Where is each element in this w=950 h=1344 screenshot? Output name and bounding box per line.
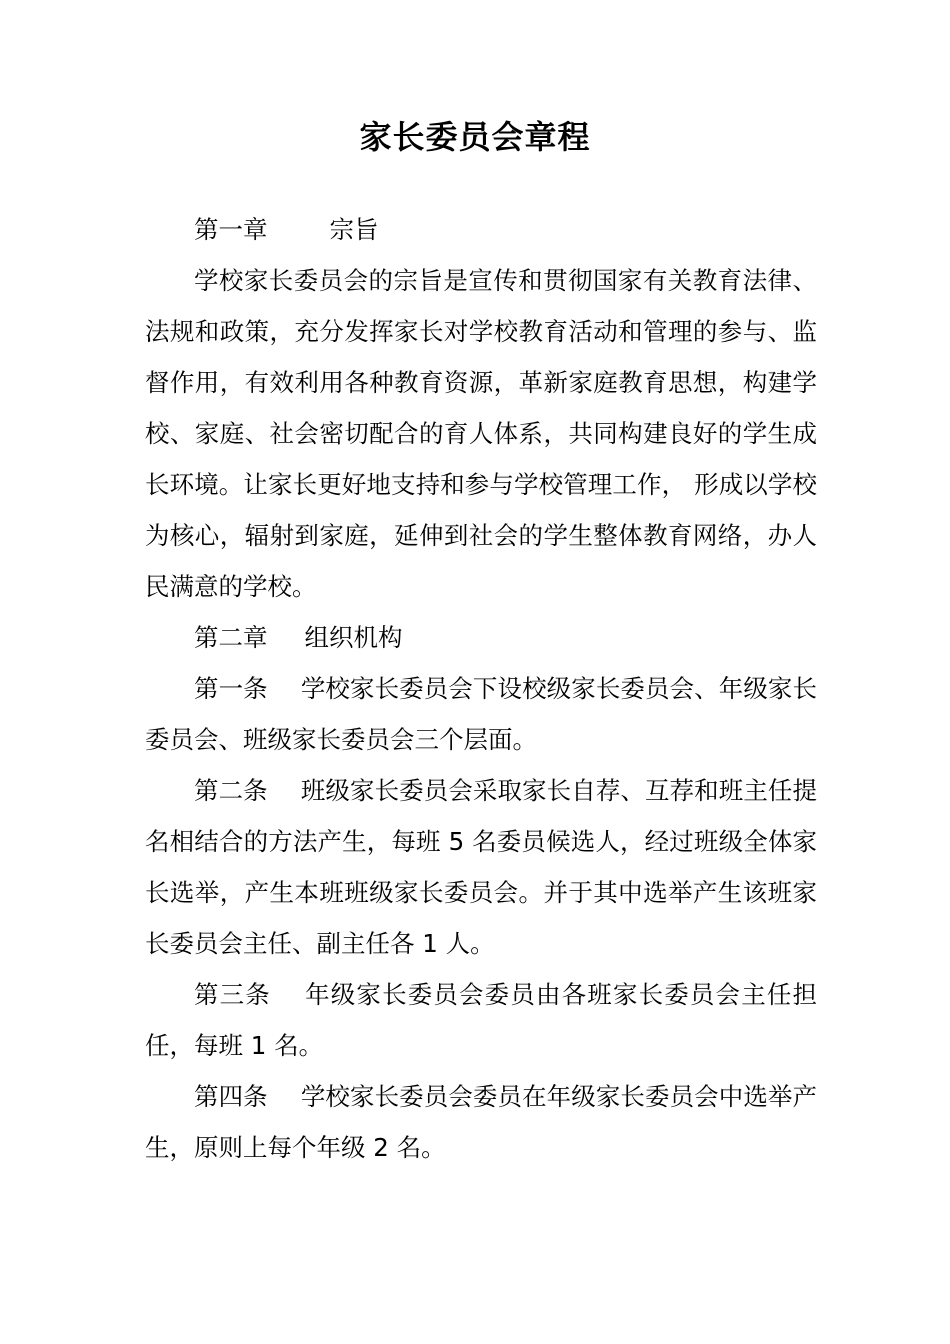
chapter-1-heading xyxy=(145,204,817,255)
document-title: 家长委员会章程 xyxy=(359,118,591,156)
article-4 xyxy=(145,1071,817,1173)
document-body xyxy=(145,204,817,1173)
article-2-text: 班级家长委员会采取家长自荐、互荐和班主任提名相结合的方法产生，每班 5 名委员候选人，经过班级全体家长选举，产生本班班级家长委员会。并于其中选举产生该班家长委员会主任、副主任各 1 人。 xyxy=(145,776,817,958)
chapter-2-label: 第二章 xyxy=(194,623,268,652)
article-3-label: 第三条 xyxy=(194,980,271,1009)
article-3-text: 年级家长委员会委员由各班家长委员会主任担任，每班 1 名。 xyxy=(145,980,818,1060)
article-1-text: 学校家长委员会下设校级家长委员会、年级家长委员会、班级家长委员会三个层面。 xyxy=(145,674,817,754)
chapter-2-heading xyxy=(145,612,817,663)
article-1 xyxy=(145,663,817,765)
chapter-1-name: 宗旨 xyxy=(329,215,379,244)
chapter-1-label: 第一章 xyxy=(194,215,268,244)
article-2 xyxy=(145,765,817,969)
article-4-text: 学校家长委员会委员在年级家长委员会中选举产生，原则上每个年级 2 名。 xyxy=(145,1082,817,1162)
chapter-2-name: 组织机构 xyxy=(304,623,403,652)
article-4-label: 第四条 xyxy=(194,1082,268,1111)
article-1-label: 第一条 xyxy=(194,674,268,703)
article-3 xyxy=(145,969,817,1071)
chapter-1-paragraph: 学校家长委员会的宗旨是宣传和贯彻国家有关教育法律、法规和政策，充分发挥家长对学校教育活动和管理的参与、监督作用，有效利用各种教育资源，革新家庭教育思想，构建学校、家庭、社会密切配合的育人体系，共同构建良好的学生成长环境。让家长更好地支持和参与学校管理工作， 形成以学校为核心，辐射到家庭，延伸到社会的学生整体教育网络，办人民满意的学校。 xyxy=(145,266,817,601)
article-2-label: 第二条 xyxy=(194,776,268,805)
